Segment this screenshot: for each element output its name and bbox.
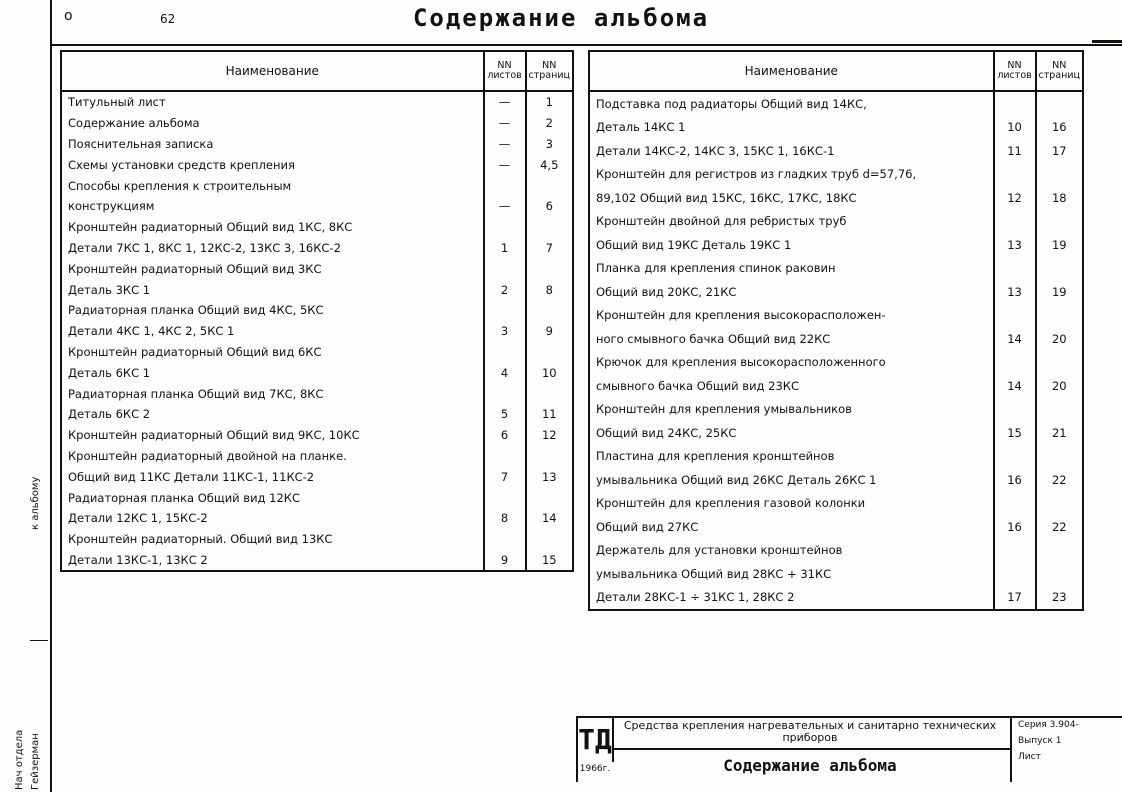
column-header-pages: NN страниц (1036, 51, 1083, 91)
table-row (61, 196, 573, 217)
entry-page-number (1036, 351, 1083, 375)
side-note-label: к альбому (30, 476, 41, 530)
entry-page-number: 11 (526, 404, 573, 425)
side-divider (30, 640, 48, 641)
entry-page-number: 9 (526, 321, 573, 342)
entry-name: Планка для крепления спинок раковин (589, 257, 994, 281)
entry-sheet-number: 13 (994, 280, 1036, 304)
entry-name: Содержание альбома (61, 113, 484, 134)
entry-sheet-number (484, 175, 526, 196)
entry-name: Пояснительная записка (61, 134, 484, 155)
entry-sheet-number (994, 539, 1036, 563)
table-row (61, 258, 573, 279)
table-row (61, 404, 573, 425)
entry-name: Общий вид 19КС Деталь 19КС 1 (589, 233, 994, 257)
entry-sheet-number (994, 351, 1036, 375)
entry-sheet-number (994, 257, 1036, 281)
entry-name: Кронштейн радиаторный Общий вид 1КС, 8КС (61, 217, 484, 238)
table-row (589, 210, 1083, 234)
entry-name: Титульный лист (61, 91, 484, 113)
table-row (589, 280, 1083, 304)
entry-sheet-number (994, 562, 1036, 586)
contents-table-left (60, 50, 574, 572)
entry-page-number (1036, 562, 1083, 586)
entry-sheet-number: 10 (994, 116, 1036, 140)
entry-sheet-number (484, 446, 526, 467)
entry-page-number: 22 (1036, 468, 1083, 492)
table-row (61, 550, 573, 572)
entry-sheet-number (484, 217, 526, 238)
column-header-name: Наименование (589, 51, 994, 91)
title-block-stamp (576, 716, 1122, 782)
entry-page-number: 20 (1036, 374, 1083, 398)
entry-page-number (526, 342, 573, 363)
side-signature-block (0, 440, 48, 792)
table-row (61, 425, 573, 446)
entry-name: Схемы установки средств крепления (61, 154, 484, 175)
entry-page-number (526, 175, 573, 196)
entry-name: Радиаторная планка Общий вид 12КС (61, 487, 484, 508)
entry-name: Радиаторная планка Общий вид 4КС, 5КС (61, 300, 484, 321)
entry-name: Кронштейн для регистров из гладких труб d=57,76, (589, 163, 994, 187)
table-row (589, 539, 1083, 563)
table-row (61, 342, 573, 363)
entry-sheet-number (484, 342, 526, 363)
entry-sheet-number: 6 (484, 425, 526, 446)
entry-sheet-number: 15 (994, 421, 1036, 445)
stamp-subject: Средства крепления нагревательных и санитарно технических приборов (623, 719, 997, 744)
entry-sheet-number (484, 529, 526, 550)
entry-sheet-number: 14 (994, 374, 1036, 398)
entry-sheet-number: 16 (994, 515, 1036, 539)
table-row (589, 351, 1083, 375)
entry-name: Детали 14КС-2, 14КС 3, 15КС 1, 16КС-1 (589, 139, 994, 163)
table-row (61, 362, 573, 383)
table-row (61, 508, 573, 529)
entry-name: Деталь 6КС 2 (61, 404, 484, 425)
entry-name: Детали 12КС 1, 15КС-2 (61, 508, 484, 529)
entry-sheet-number: 17 (994, 586, 1036, 611)
table-row (589, 374, 1083, 398)
table-row (589, 421, 1083, 445)
entry-sheet-number: 11 (994, 139, 1036, 163)
entry-page-number: 6 (526, 196, 573, 217)
entry-page-number (1036, 210, 1083, 234)
stamp-issue: Выпуск 1 (1018, 736, 1062, 746)
table-row (61, 175, 573, 196)
entry-sheet-number: 5 (484, 404, 526, 425)
entry-page-number: 17 (1036, 139, 1083, 163)
entry-sheet-number (484, 258, 526, 279)
entry-name: Пластина для крепления кронштейнов (589, 445, 994, 469)
table-row (61, 91, 573, 113)
entry-page-number: 13 (526, 466, 573, 487)
entry-page-number: 3 (526, 134, 573, 155)
table-row (61, 321, 573, 342)
entry-page-number: 4,5 (526, 154, 573, 175)
entry-sheet-number (484, 383, 526, 404)
table-row (589, 116, 1083, 140)
entry-sheet-number (484, 300, 526, 321)
entry-page-number: 19 (1036, 280, 1083, 304)
entry-sheet-number: 9 (484, 550, 526, 572)
entry-name: Общий вид 24КС, 25КС (589, 421, 994, 445)
column-header-sheets: NN листов (484, 51, 526, 91)
entry-page-number: 20 (1036, 327, 1083, 351)
entry-page-number (526, 446, 573, 467)
entry-name: конструкциям (61, 196, 484, 217)
side-dept-label: Нач отдела (14, 729, 25, 790)
entry-page-number: 19 (1036, 233, 1083, 257)
stamp-series: Серия 3.904- (1018, 720, 1079, 730)
table-row (61, 238, 573, 259)
entry-name: умывальника Общий вид 28КС + 31КС (589, 562, 994, 586)
table-row (61, 383, 573, 404)
entry-page-number: 14 (526, 508, 573, 529)
entry-name: Крючок для крепления высокорасположенного (589, 351, 994, 375)
entry-sheet-number: 13 (994, 233, 1036, 257)
column-header-pages: NN страниц (526, 51, 573, 91)
column-header-name: Наименование (61, 51, 484, 91)
entry-sheet-number: — (484, 91, 526, 113)
entry-page-number (526, 300, 573, 321)
entry-name: Кронштейн радиаторный Общий вид 9КС, 10КС (61, 425, 484, 446)
table-row (61, 466, 573, 487)
table-row (589, 327, 1083, 351)
frame-left-border (50, 0, 52, 792)
table-row (589, 304, 1083, 328)
entry-sheet-number: 3 (484, 321, 526, 342)
table-row (589, 562, 1083, 586)
stamp-year: 1966г. (579, 764, 611, 774)
entry-page-number (1036, 304, 1083, 328)
table-row (589, 186, 1083, 210)
entry-name: Кронштейн для крепления газовой колонки (589, 492, 994, 516)
entry-sheet-number: 16 (994, 468, 1036, 492)
entry-sheet-number (994, 91, 1036, 116)
entry-name: Кронштейн радиаторный Общий вид 3КС (61, 258, 484, 279)
entry-page-number: 2 (526, 113, 573, 134)
column-header-sheets: NN листов (994, 51, 1036, 91)
entry-page-number: 23 (1036, 586, 1083, 611)
entry-name: Кронштейн для крепления высокорасположен- (589, 304, 994, 328)
table-row (61, 487, 573, 508)
entry-sheet-number: — (484, 134, 526, 155)
entry-page-number (526, 529, 573, 550)
frame-top-border (50, 44, 1122, 46)
page-title: Содержание альбома (412, 4, 710, 32)
entry-sheet-number (994, 492, 1036, 516)
entry-name: Общий вид 20КС, 21КС (589, 280, 994, 304)
table-row (61, 113, 573, 134)
entry-sheet-number: 7 (484, 466, 526, 487)
table-row (589, 257, 1083, 281)
entry-page-number (526, 487, 573, 508)
entry-name: умывальника Общий вид 26КС Деталь 26КС 1 (589, 468, 994, 492)
corner-mark (1092, 40, 1122, 43)
contents-table-right (588, 50, 1084, 611)
entry-page-number (1036, 492, 1083, 516)
table-row (589, 468, 1083, 492)
entry-name: Держатель для установки кронштейнов (589, 539, 994, 563)
table-row (61, 217, 573, 238)
entry-name: Детали 4КС 1, 4КС 2, 5КС 1 (61, 321, 484, 342)
entry-name: Способы крепления к строительным (61, 175, 484, 196)
stamp-title: Содержание альбома (723, 756, 897, 775)
entry-name: Подставка под радиаторы Общий вид 14КС, (589, 91, 994, 116)
entry-page-number: 12 (526, 425, 573, 446)
entry-name: Кронштейн радиаторный двойной на планке. (61, 446, 484, 467)
entry-name: ного смывного бачка Общий вид 22КС (589, 327, 994, 351)
entry-page-number: 7 (526, 238, 573, 259)
entry-page-number (1036, 445, 1083, 469)
entry-name: Деталь 3КС 1 (61, 279, 484, 300)
table-row (589, 492, 1083, 516)
table-row (61, 446, 573, 467)
table-row (589, 139, 1083, 163)
entry-page-number: 8 (526, 279, 573, 300)
table-row (589, 515, 1083, 539)
stamp-logo: ТД (578, 718, 614, 762)
table-row (589, 91, 1083, 116)
table-row (61, 134, 573, 155)
entry-sheet-number: — (484, 154, 526, 175)
entry-sheet-number: 1 (484, 238, 526, 259)
entry-name: Кронштейн радиаторный. Общий вид 13КС (61, 529, 484, 550)
entry-page-number (1036, 257, 1083, 281)
side-name-label: Гейзерман (30, 733, 41, 790)
table-row (61, 300, 573, 321)
entry-sheet-number: — (484, 113, 526, 134)
entry-sheet-number: — (484, 196, 526, 217)
stamp-sheet: Лист (1018, 752, 1041, 762)
entry-name: Общий вид 11КС Детали 11КС-1, 11КС-2 (61, 466, 484, 487)
entry-sheet-number (484, 487, 526, 508)
corner-mark-text: о (64, 8, 73, 24)
entry-sheet-number (994, 163, 1036, 187)
entry-page-number: 21 (1036, 421, 1083, 445)
table-row (589, 233, 1083, 257)
entry-sheet-number: 8 (484, 508, 526, 529)
entry-sheet-number: 12 (994, 186, 1036, 210)
entry-page-number: 10 (526, 362, 573, 383)
entry-page-number (526, 258, 573, 279)
table-row (61, 279, 573, 300)
table-row (589, 398, 1083, 422)
table-row (61, 154, 573, 175)
entry-page-number (1036, 398, 1083, 422)
entry-page-number: 15 (526, 550, 573, 572)
entry-name: Детали 7КС 1, 8КС 1, 12КС-2, 13КС 3, 16КС-2 (61, 238, 484, 259)
entry-page-number (1036, 539, 1083, 563)
entry-name: Кронштейн для крепления умывальников (589, 398, 994, 422)
entry-name: Кронштейн двойной для ребристых труб (589, 210, 994, 234)
entry-page-number (526, 217, 573, 238)
sheet-number: 62 (160, 12, 176, 26)
entry-name: смывного бачка Общий вид 23КС (589, 374, 994, 398)
entry-name: Детали 28КС-1 ÷ 31КС 1, 28КС 2 (589, 586, 994, 611)
entry-name: 89,102 Общий вид 15КС, 16КС, 17КС, 18КС (589, 186, 994, 210)
entry-page-number: 16 (1036, 116, 1083, 140)
entry-sheet-number (994, 210, 1036, 234)
entry-sheet-number (994, 445, 1036, 469)
table-row (61, 529, 573, 550)
entry-name: Деталь 14КС 1 (589, 116, 994, 140)
entry-page-number: 1 (526, 91, 573, 113)
table-row (589, 586, 1083, 611)
stamp-vertical-separator (1010, 718, 1012, 782)
entry-sheet-number: 14 (994, 327, 1036, 351)
entry-sheet-number: 4 (484, 362, 526, 383)
stamp-separator (612, 748, 1012, 750)
entry-page-number (526, 383, 573, 404)
entry-name: Радиаторная планка Общий вид 7КС, 8КС (61, 383, 484, 404)
entry-sheet-number (994, 304, 1036, 328)
entry-name: Кронштейн радиаторный Общий вид 6КС (61, 342, 484, 363)
entry-name: Общий вид 27КС (589, 515, 994, 539)
entry-page-number: 18 (1036, 186, 1083, 210)
entry-page-number (1036, 163, 1083, 187)
entry-sheet-number (994, 398, 1036, 422)
entry-name: Детали 13КС-1, 13КС 2 (61, 550, 484, 572)
entry-sheet-number: 2 (484, 279, 526, 300)
table-row (589, 163, 1083, 187)
entry-page-number (1036, 91, 1083, 116)
table-row (589, 445, 1083, 469)
entry-page-number: 22 (1036, 515, 1083, 539)
entry-name: Деталь 6КС 1 (61, 362, 484, 383)
